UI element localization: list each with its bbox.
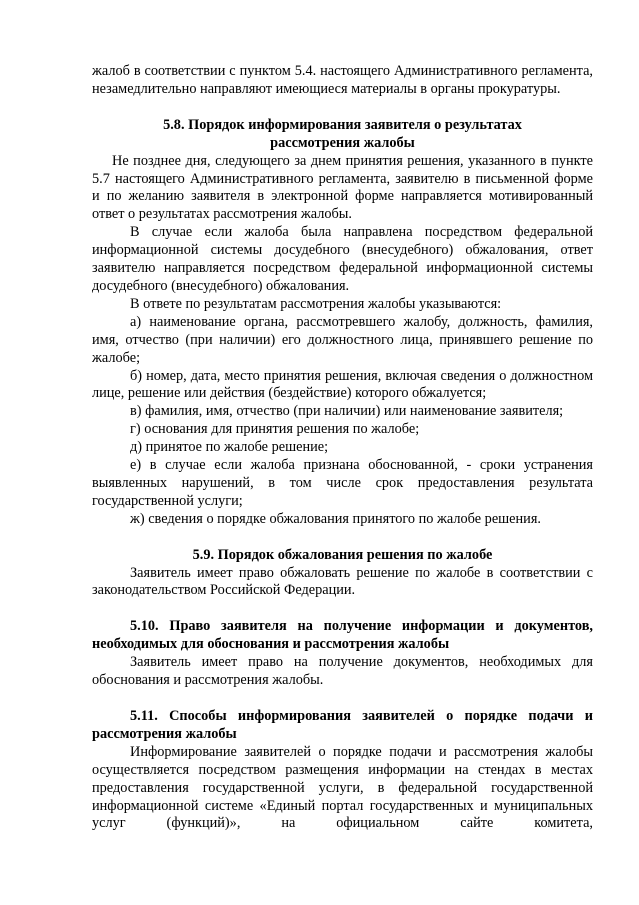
section-5-8-item-a: а) наименование органа, рассмотревшего жалобу, должность, фамилия, имя, отчество (при наличии) его должностного лица, принявшего решение по жалобе;	[92, 313, 593, 366]
section-5-8-item-zh: ж) сведения о порядке обжалования принятого по жалобе решения.	[130, 510, 541, 527]
section-5-9-paragraph: Заявитель имеет право обжаловать решение по жалобе в соответствии с законодательством Российской Федерации.	[92, 564, 593, 599]
section-5-8-item-b: б) номер, дата, место принятия решения, включая сведения о должностном лице, решение или действия (бездействие) которого обжалуется;	[92, 367, 593, 402]
intro-paragraph: жалоб в соответствии с пунктом 5.4. настоящего Административного регламента, незамедлительно направляют имеющиеся материалы в органы прокуратуры.	[92, 63, 593, 97]
section-5-8-heading-line1: 5.8. Порядок информирования заявителя о результатах	[163, 116, 522, 133]
section-5-9-heading: 5.9. Порядок обжалования решения по жалобе	[192, 546, 493, 563]
section-5-8-paragraph-1: Не позднее дня, следующего за днем принятия решения, указанного в пункте 5.7 настоящего Административного регламента, заявителю в письменной форме и по желанию заявителя в электронной форме направляется мотивированный ответ о результатах рассмотрения жалобы.	[92, 152, 593, 223]
section-5-8-item-e: е) в случае если жалоба признана обоснованной, - сроки устранения выявленных нарушений, в том числе срок предоставления результата государственной услуги;	[92, 457, 593, 509]
section-5-10-paragraph: Заявитель имеет право на получение документов, необходимых для обоснования и рассмотрения жалобы.	[92, 654, 593, 689]
document-page	[92, 63, 593, 833]
section-5-8-item-d: д) принятое по жалобе решение;	[130, 439, 329, 456]
section-5-8-paragraph-3: В ответе по результатам рассмотрения жалобы указываются:	[130, 295, 502, 312]
section-5-8-item-v: в) фамилия, имя, отчество (при наличии) или наименование заявителя;	[130, 403, 564, 420]
section-5-8-heading	[92, 117, 593, 153]
section-5-11-heading: 5.11. Способы информирования заявителей о порядке подачи и рассмотрения жалобы	[92, 708, 593, 742]
section-5-10-heading: 5.10. Право заявителя на получение информации и документов, необходимых для обоснования и рассмотрения жалобы	[92, 618, 593, 653]
section-5-11-paragraph: Информирование заявителей о порядке подачи и рассмотрения жалобы осуществляется посредством размещения информации на стендах в местах предоставления государственной услуги, в федеральной государственной информационной системе «Единый портал государственных и муниципальных услуг (функций)», на официальном сайте комитета,	[92, 743, 593, 832]
section-5-8-item-g: г) основания для принятия решения по жалобе;	[130, 421, 420, 438]
section-5-8-paragraph-2: В случае если жалоба была направлена посредством федеральной информационной системы досудебного (внесудебного) обжалования, ответ заявителю направляется посредством федеральной информационной системы досудебного (внесудебного) обжалования.	[92, 224, 593, 294]
section-5-8-heading-line2: рассмотрения жалобы	[270, 134, 415, 151]
